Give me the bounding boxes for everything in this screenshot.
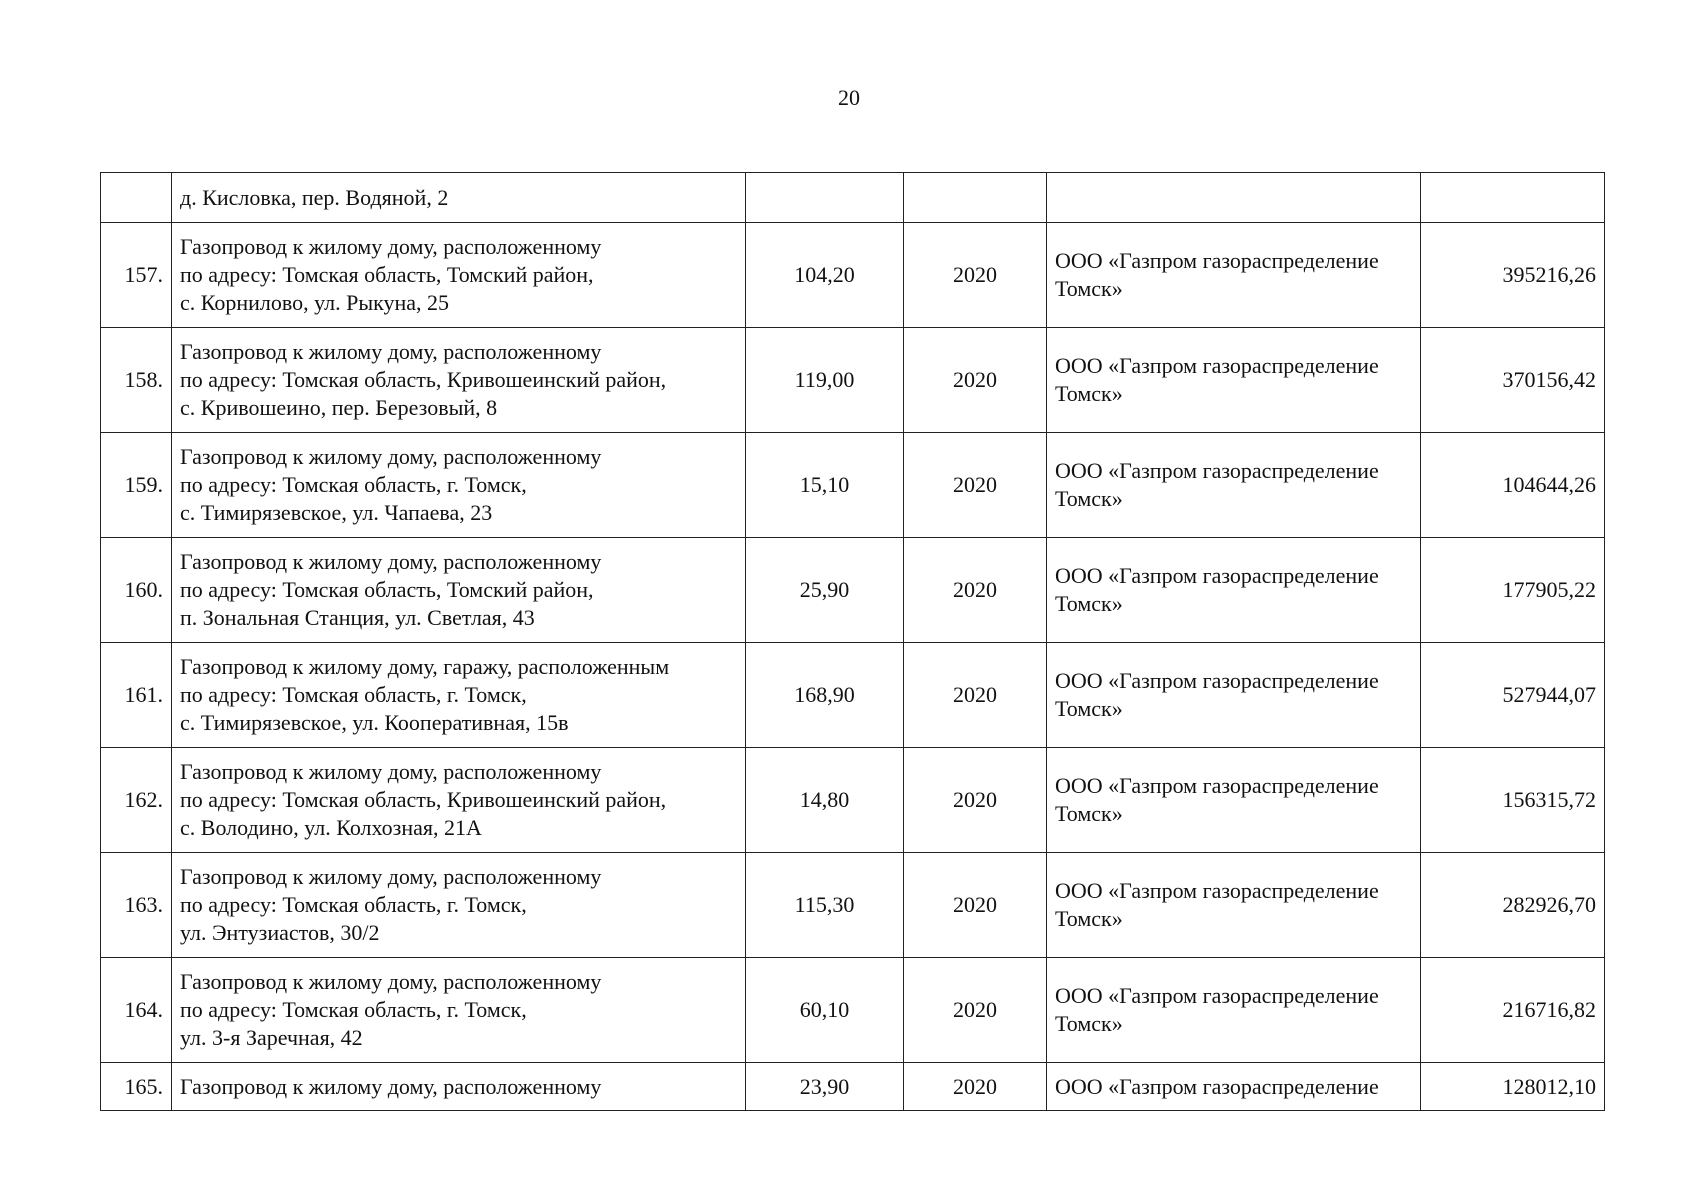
cell-year: 2020 [904, 958, 1047, 1063]
owner-line: ООО «Газпром газораспределение [1055, 248, 1379, 273]
table-row [101, 1063, 1605, 1111]
cell-cost: 156315,72 [1421, 748, 1605, 853]
cell-description [172, 748, 746, 853]
cell-cost: 104644,26 [1421, 433, 1605, 538]
cell-length: 168,90 [746, 643, 904, 748]
table-row [101, 328, 1605, 433]
cell-description [172, 173, 746, 223]
description-line: Газопровод к жилому дому, гаражу, расположенным [180, 654, 670, 679]
owner-line: ООО «Газпром газораспределение [1055, 458, 1379, 483]
page-number: 20 [838, 85, 860, 110]
owner-line: ООО «Газпром газораспределение [1055, 668, 1379, 693]
cell-number: 162. [101, 748, 172, 853]
description-line: ул. 3-я Заречная, 42 [180, 1025, 363, 1050]
cell-number: 158. [101, 328, 172, 433]
cell-owner [1047, 223, 1421, 328]
cell-owner [1047, 1063, 1421, 1111]
table-row [101, 643, 1605, 748]
description-line: по адресу: Томская область, г. Томск, [180, 472, 527, 497]
owner-line: Томск» [1055, 276, 1123, 301]
description-line: Газопровод к жилому дому, расположенному [180, 759, 602, 784]
cell-owner [1047, 538, 1421, 643]
owner-line: Томск» [1055, 381, 1123, 406]
cell-number: 163. [101, 853, 172, 958]
cell-cost: 216716,82 [1421, 958, 1605, 1063]
cell-cost: 395216,26 [1421, 223, 1605, 328]
cell-year: 2020 [904, 748, 1047, 853]
description-line: Газопровод к жилому дому, расположенному [180, 1073, 602, 1099]
cell-number: 161. [101, 643, 172, 748]
cell-length: 15,10 [746, 433, 904, 538]
cell-length: 104,20 [746, 223, 904, 328]
description-line: Газопровод к жилому дому, расположенному [180, 339, 602, 364]
table-row [101, 853, 1605, 958]
table-row [101, 958, 1605, 1063]
cell-year: 2020 [904, 328, 1047, 433]
description-line: по адресу: Томская область, г. Томск, [180, 892, 527, 917]
cell-description [172, 223, 746, 328]
cell-length: 14,80 [746, 748, 904, 853]
cell-cost: 527944,07 [1421, 643, 1605, 748]
description-line: Газопровод к жилому дому, расположенному [180, 234, 602, 259]
description-line: с. Корнилово, ул. Рыкуна, 25 [180, 290, 450, 315]
description-line: по адресу: Томская область, Кривошеинский район, [180, 787, 667, 812]
owner-line: Томск» [1055, 906, 1123, 931]
cell-number: 159. [101, 433, 172, 538]
cell-year: 2020 [904, 223, 1047, 328]
cell-length: 25,90 [746, 538, 904, 643]
table-row [101, 433, 1605, 538]
cell-length: 119,00 [746, 328, 904, 433]
owner-line: Томск» [1055, 696, 1123, 721]
owner-line: Томск» [1055, 486, 1123, 511]
table-row-continuation [101, 173, 1605, 223]
description-line: Газопровод к жилому дому, расположенному [180, 864, 602, 889]
description-line: по адресу: Томская область, Томский район, [180, 577, 594, 602]
gas-pipeline-table [100, 172, 1605, 1111]
table-row [101, 223, 1605, 328]
owner-line: Томск» [1055, 801, 1123, 826]
description-line: Газопровод к жилому дому, расположенному [180, 444, 602, 469]
cell-length: 23,90 [746, 1063, 904, 1111]
cell-cost [1421, 173, 1605, 223]
cell-owner [1047, 853, 1421, 958]
cell-owner [1047, 748, 1421, 853]
cell-description [172, 1063, 746, 1111]
cell-length: 60,10 [746, 958, 904, 1063]
table-row [101, 748, 1605, 853]
owner-line: Томск» [1055, 591, 1123, 616]
table-row [101, 538, 1605, 643]
cell-owner [1047, 328, 1421, 433]
owner-line: ООО «Газпром газораспределение [1055, 773, 1379, 798]
cell-description [172, 958, 746, 1063]
cell-number: 160. [101, 538, 172, 643]
cell-number: 164. [101, 958, 172, 1063]
description-line: с. Кривошеино, пер. Березовый, 8 [180, 395, 498, 420]
cell-length: 115,30 [746, 853, 904, 958]
cell-length [746, 173, 904, 223]
cell-year: 2020 [904, 1063, 1047, 1111]
cell-year: 2020 [904, 853, 1047, 958]
owner-line: ООО «Газпром газораспределение [1055, 1073, 1379, 1099]
cell-description [172, 433, 746, 538]
cell-year [904, 173, 1047, 223]
cell-description [172, 538, 746, 643]
cell-owner [1047, 173, 1421, 223]
cell-cost: 370156,42 [1421, 328, 1605, 433]
cell-number [101, 173, 172, 223]
cell-cost: 128012,10 [1421, 1063, 1605, 1111]
owner-line: ООО «Газпром газораспределение [1055, 563, 1379, 588]
cell-description [172, 853, 746, 958]
cell-description [172, 328, 746, 433]
cell-owner [1047, 433, 1421, 538]
owner-line: ООО «Газпром газораспределение [1055, 983, 1379, 1008]
owner-line: Томск» [1055, 1011, 1123, 1036]
description-line: по адресу: Томская область, г. Томск, [180, 997, 527, 1022]
description-line: д. Кисловка, пер. Водяной, 2 [180, 184, 449, 210]
cell-year: 2020 [904, 538, 1047, 643]
cell-owner [1047, 643, 1421, 748]
description-line: п. Зональная Станция, ул. Светлая, 43 [180, 605, 535, 630]
owner-line: ООО «Газпром газораспределение [1055, 878, 1379, 903]
cell-owner [1047, 958, 1421, 1063]
description-line: Газопровод к жилому дому, расположенному [180, 969, 602, 994]
description-line: с. Тимирязевское, ул. Кооперативная, 15в [180, 710, 569, 735]
description-line: по адресу: Томская область, Томский район, [180, 262, 594, 287]
cell-year: 2020 [904, 433, 1047, 538]
cell-number: 165. [101, 1063, 172, 1111]
description-line: с. Володино, ул. Колхозная, 21А [180, 815, 482, 840]
owner-line: ООО «Газпром газораспределение [1055, 353, 1379, 378]
description-line: по адресу: Томская область, г. Томск, [180, 682, 527, 707]
cell-description [172, 643, 746, 748]
description-line: ул. Энтузиастов, 30/2 [180, 920, 380, 945]
description-line: по адресу: Томская область, Кривошеинский район, [180, 367, 667, 392]
cell-number: 157. [101, 223, 172, 328]
description-line: Газопровод к жилому дому, расположенному [180, 549, 602, 574]
cell-cost: 282926,70 [1421, 853, 1605, 958]
table-body [101, 173, 1605, 1111]
description-line: с. Тимирязевское, ул. Чапаева, 23 [180, 500, 493, 525]
cell-year: 2020 [904, 643, 1047, 748]
cell-cost: 177905,22 [1421, 538, 1605, 643]
